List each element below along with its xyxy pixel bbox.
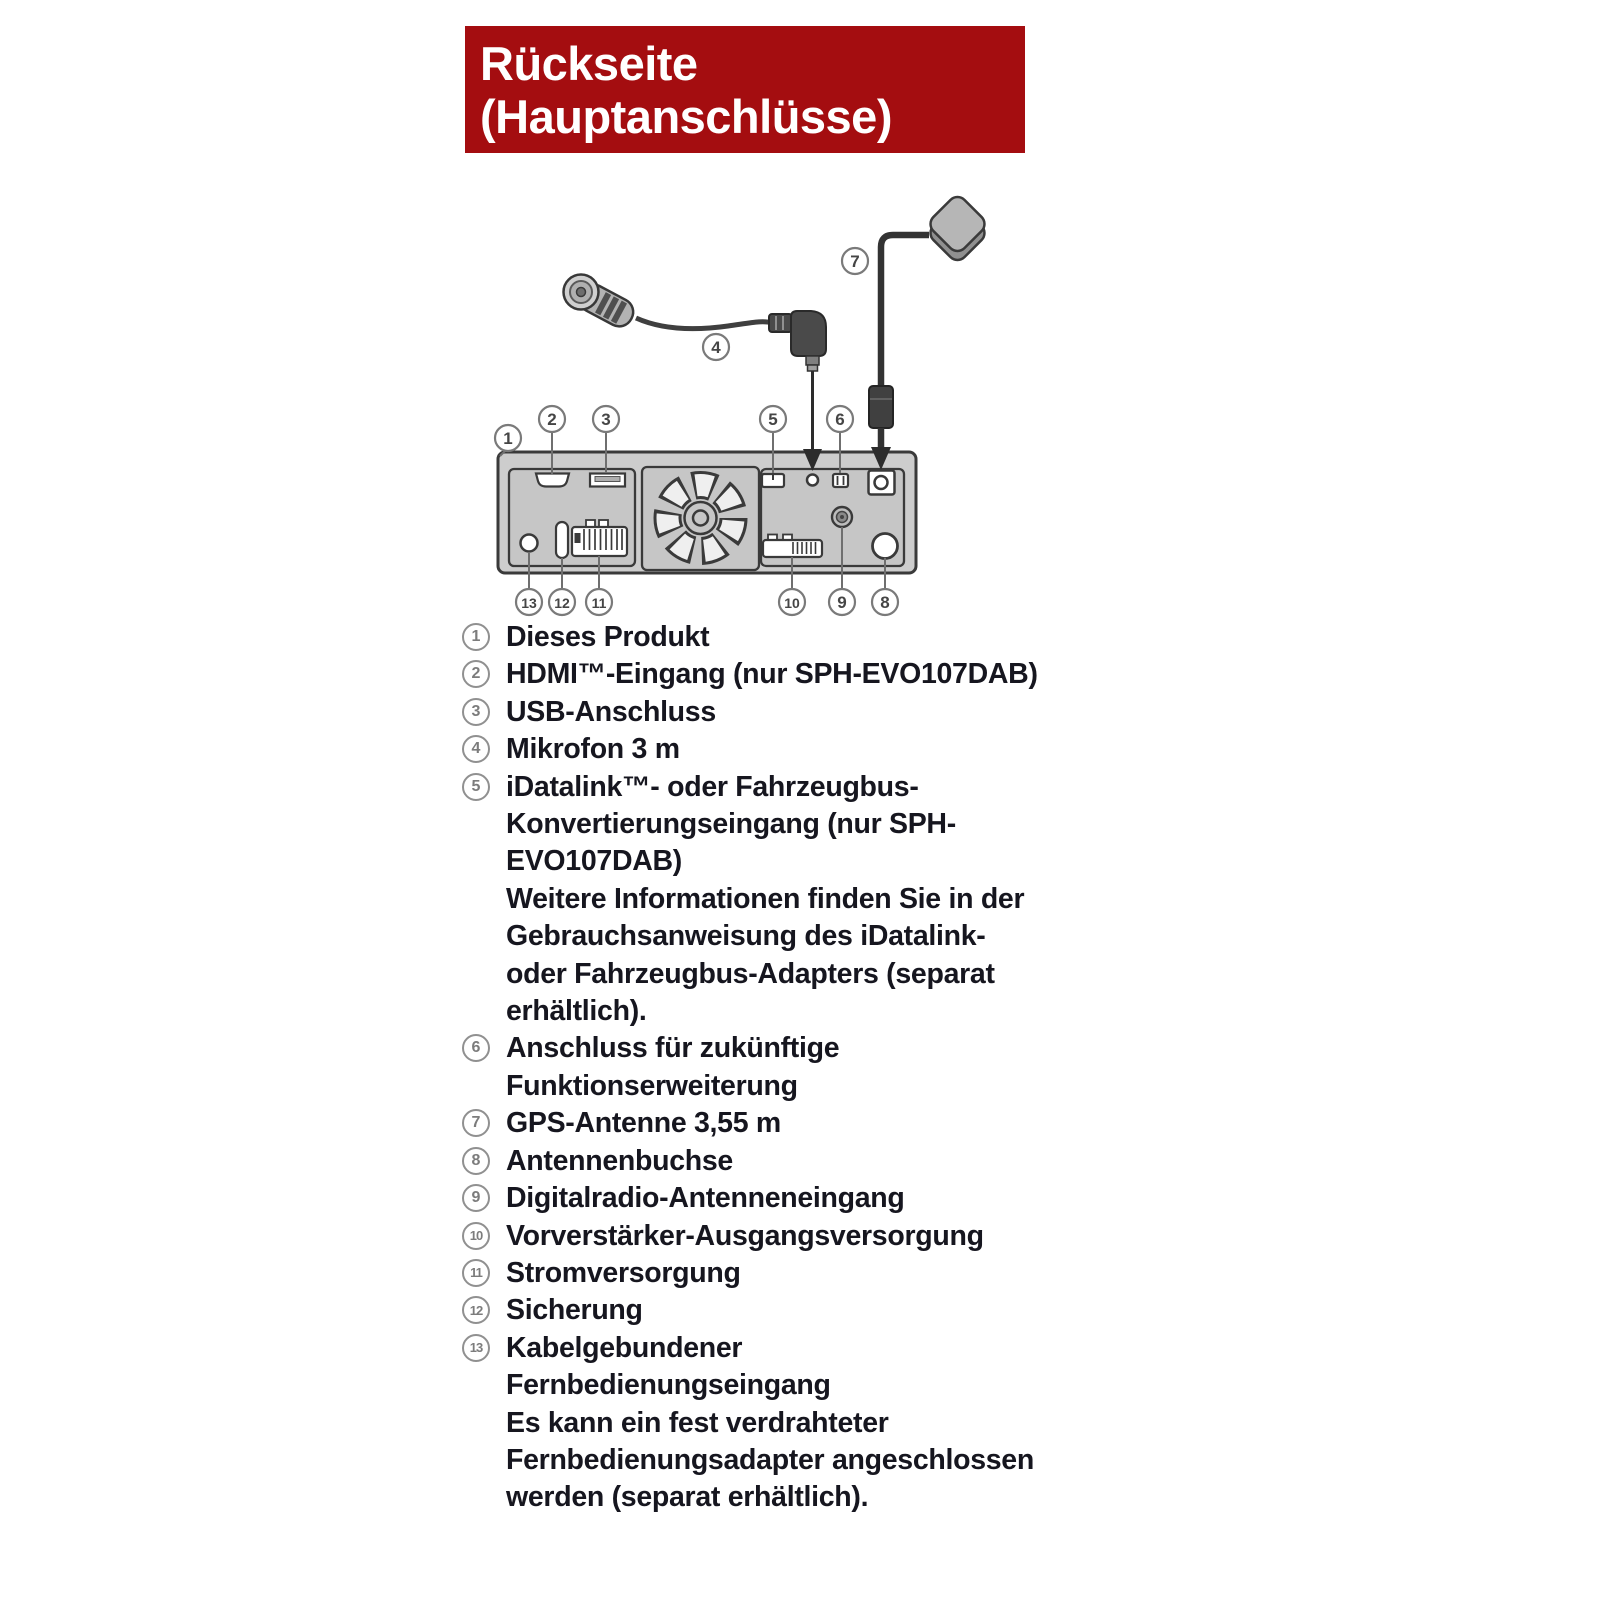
microphone-jack xyxy=(807,475,818,486)
gps-antenna-icon xyxy=(869,193,989,450)
legend-item-text: Konvertierungseingang (nur SPH- xyxy=(506,808,956,841)
legend-item-text: Gebrauchsanweisung des iDatalink- xyxy=(506,920,986,953)
legend-item-1 xyxy=(462,619,1062,656)
legend-item-5 xyxy=(462,769,1062,1031)
legend-item-text: iDatalink™- oder Fahrzeugbus- xyxy=(506,770,919,803)
svg-text:10: 10 xyxy=(784,595,800,611)
legend-item-text: EVO107DAB) xyxy=(506,845,682,878)
legend-item-number: 1 xyxy=(462,623,490,651)
legend-item-number: 6 xyxy=(462,1034,490,1062)
legend-item-text: Vorverstärker-Ausgangsversorgung xyxy=(506,1219,984,1252)
legend-item-number: 9 xyxy=(462,1184,490,1212)
antenna-socket xyxy=(873,534,898,559)
rear-panel-diagram xyxy=(450,170,1020,620)
svg-text:3: 3 xyxy=(601,410,611,429)
legend-item-4 xyxy=(462,731,1062,768)
legend-item-text: Fernbedienungsadapter angeschlossen xyxy=(506,1443,1034,1476)
legend-item-2 xyxy=(462,656,1062,693)
svg-text:11: 11 xyxy=(591,595,607,611)
legend-item-text: Kabelgebundener xyxy=(506,1331,743,1364)
idatalink-connector xyxy=(762,474,784,487)
legend-item-number: 2 xyxy=(462,660,490,688)
svg-text:13: 13 xyxy=(521,595,537,611)
legend-item-number: 11 xyxy=(462,1259,490,1287)
expansion-connector xyxy=(833,474,848,487)
legend-item-text: Antennenbuchse xyxy=(506,1144,733,1177)
ferrite-core xyxy=(869,386,893,428)
callout-8 xyxy=(872,589,898,615)
legend-item-text: Digitalradio-Antenneneingang xyxy=(506,1182,905,1215)
legend-item-13 xyxy=(462,1330,1062,1517)
callout-10 xyxy=(779,589,805,615)
legend-item-number: 12 xyxy=(462,1296,490,1324)
svg-text:6: 6 xyxy=(835,410,845,429)
callout-7 xyxy=(842,248,868,274)
callout-4 xyxy=(703,334,729,360)
legend-item-text: Mikrofon 3 m xyxy=(506,733,680,766)
callout-1 xyxy=(495,425,521,451)
callout-6 xyxy=(827,406,853,432)
callout-9 xyxy=(829,589,855,615)
callout-5 xyxy=(760,406,786,432)
legend-item-8 xyxy=(462,1143,1062,1180)
legend-item-6 xyxy=(462,1030,1062,1105)
svg-text:4: 4 xyxy=(711,338,721,357)
usb-port xyxy=(590,474,625,487)
svg-text:2: 2 xyxy=(547,410,557,429)
section-title-line1: Rückseite xyxy=(480,37,698,90)
legend-item-text: werden (separat erhältlich). xyxy=(506,1481,869,1514)
legend-item-number: 13 xyxy=(462,1334,490,1362)
legend-item-text: GPS-Antenne 3,55 m xyxy=(506,1107,781,1140)
svg-text:1: 1 xyxy=(503,429,513,448)
legend-item-number: 7 xyxy=(462,1109,490,1137)
callout-2 xyxy=(539,406,565,432)
digital-radio-antenna-jack xyxy=(832,507,852,527)
legend-item-number: 10 xyxy=(462,1222,490,1250)
legend-item-text: Weitere Informationen finden Sie in der xyxy=(506,882,1025,915)
callout-12 xyxy=(549,589,575,615)
legend-item-11 xyxy=(462,1255,1062,1292)
legend-item-number: 5 xyxy=(462,773,490,801)
legend-item-text: Sicherung xyxy=(506,1294,643,1327)
microphone-icon xyxy=(564,275,773,332)
legend-item-number: 8 xyxy=(462,1147,490,1175)
legend-item-number: 3 xyxy=(462,698,490,726)
legend-item-12 xyxy=(462,1292,1062,1329)
legend-item-number: 4 xyxy=(462,735,490,763)
legend-item-text: Anschluss für zukünftige xyxy=(506,1032,840,1065)
callout-11 xyxy=(586,589,612,615)
legend-item-9 xyxy=(462,1180,1062,1217)
legend-list xyxy=(462,619,1062,1517)
svg-text:7: 7 xyxy=(850,252,860,271)
legend-item-text: Dieses Produkt xyxy=(506,621,710,653)
gps-antenna-jack xyxy=(869,471,895,495)
legend-item-text: Es kann ein fest verdrahteter xyxy=(506,1406,889,1439)
wired-remote-jack xyxy=(521,535,538,552)
legend-item-3 xyxy=(462,694,1062,731)
callout-3 xyxy=(593,406,619,432)
hdmi-port xyxy=(536,474,569,487)
svg-text:9: 9 xyxy=(837,593,847,612)
section-header xyxy=(465,26,1025,153)
legend-item-text: USB-Anschluss xyxy=(506,695,716,728)
svg-text:12: 12 xyxy=(554,595,570,611)
legend-item-text: Fernbedienungseingang xyxy=(506,1369,831,1402)
svg-text:5: 5 xyxy=(768,410,778,429)
svg-text:8: 8 xyxy=(880,593,890,612)
callout-13 xyxy=(516,589,542,615)
legend-item-text: Stromversorgung xyxy=(506,1256,741,1289)
legend-item-7 xyxy=(462,1105,1062,1142)
legend-item-10 xyxy=(462,1218,1062,1255)
fuse xyxy=(556,522,568,558)
legend-item-text: erhältlich). xyxy=(506,995,647,1028)
section-title-line2: (Hauptanschlüsse) xyxy=(480,90,892,143)
legend-item-text: oder Fahrzeugbus-Adapters (separat xyxy=(506,957,995,990)
legend-item-text: Funktionserweiterung xyxy=(506,1069,798,1102)
legend-item-text: HDMI™-Eingang (nur SPH-EVO107DAB) xyxy=(506,658,1038,691)
